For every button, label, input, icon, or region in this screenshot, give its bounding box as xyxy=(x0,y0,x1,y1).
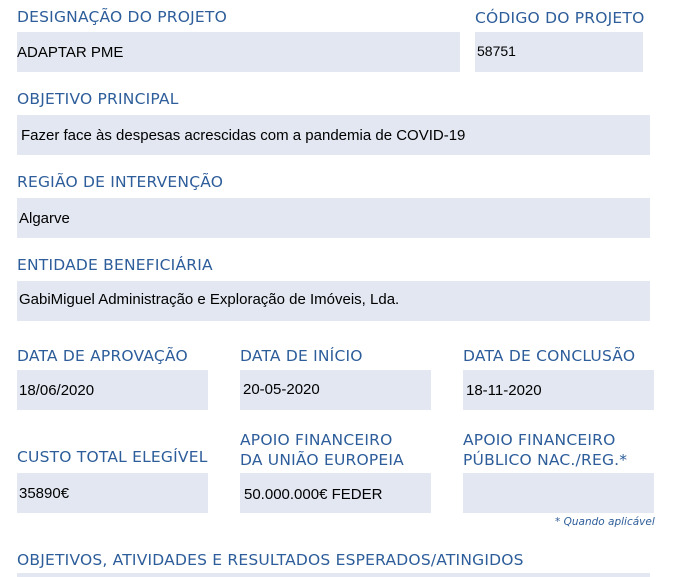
eu-support-field[interactable] xyxy=(240,473,431,513)
main-objective-field[interactable] xyxy=(17,115,650,155)
start-date-field[interactable] xyxy=(240,370,431,410)
footnote: * Quando aplicável xyxy=(555,516,655,528)
objectives-section-field[interactable] xyxy=(17,573,650,577)
end-date-value: 18-11-2020 xyxy=(466,382,542,399)
region-label: REGIÃO DE INTERVENÇÃO xyxy=(17,173,224,191)
region-field[interactable] xyxy=(17,198,650,238)
approval-date-value: 18/06/2020 xyxy=(19,382,95,399)
project-code-field[interactable] xyxy=(475,32,643,72)
start-date-value: 20-05-2020 xyxy=(243,381,320,398)
eu-support-label-line1: APOIO FINANCEIRO xyxy=(240,431,393,449)
end-date-field[interactable] xyxy=(463,370,654,410)
total-cost-label: CUSTO TOTAL ELEGÍVEL xyxy=(17,448,208,466)
eu-support-label-line2: DA UNIÃO EUROPEIA xyxy=(240,451,404,469)
approval-date-field[interactable] xyxy=(17,370,208,410)
end-date-label: DATA DE CONCLUSÃO xyxy=(463,347,636,365)
public-support-label-line1: APOIO FINANCEIRO xyxy=(463,431,616,449)
project-code-label: CÓDIGO DO PROJETO xyxy=(475,9,645,27)
eu-support-value: 50.000.000€ FEDER xyxy=(244,486,383,503)
public-support-field[interactable] xyxy=(463,473,654,513)
project-code-value: 58751 xyxy=(477,43,516,59)
project-name-field[interactable] xyxy=(17,32,460,72)
start-date-label: DATA DE INÍCIO xyxy=(240,347,363,365)
beneficiary-value: GabiMiguel Administração e Exploração de Imóveis, Lda. xyxy=(19,291,400,308)
region-value: Algarve xyxy=(19,210,70,227)
project-name-value: ADAPTAR PME xyxy=(17,44,124,61)
public-support-label-line2: PÚBLICO NAC./REG.* xyxy=(463,451,628,469)
project-name-label: DESIGNAÇÃO DO PROJETO xyxy=(17,8,227,26)
total-cost-value: 35890€ xyxy=(19,485,70,502)
objectives-section-label: OBJETIVOS, ATIVIDADES E RESULTADOS ESPERADOS/ATINGIDOS xyxy=(17,551,524,569)
approval-date-label: DATA DE APROVAÇÃO xyxy=(17,347,188,365)
beneficiary-label: ENTIDADE BENEFICIÁRIA xyxy=(17,256,213,274)
main-objective-label: OBJETIVO PRINCIPAL xyxy=(17,90,179,108)
beneficiary-field[interactable] xyxy=(17,281,650,321)
main-objective-value: Fazer face às despesas acrescidas com a pandemia de COVID-19 xyxy=(21,127,466,144)
total-cost-field[interactable] xyxy=(17,473,208,513)
